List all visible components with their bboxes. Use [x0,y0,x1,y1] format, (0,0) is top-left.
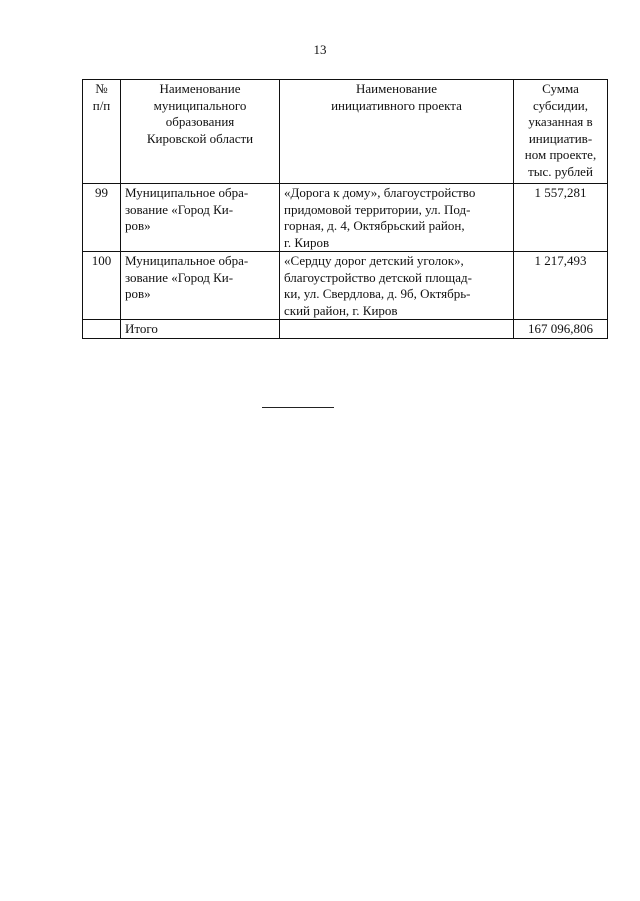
page-number: 13 [313,42,327,57]
row-number: 99 [83,184,121,252]
header-project: Наименование инициативного проекта [280,80,514,184]
row-municipality: Муниципальное обра- зование «Город Ки- ров» [121,252,280,320]
subsidy-table [82,79,608,339]
table-row [83,184,608,252]
row-project: «Сердцу дорог детский уголок», благоустройство детской площад- ки, ул. Свердлова, д. 9б, Октябрь- ский район, г. Киров [280,252,514,320]
header-municipality: Наименование муниципального образования Кировской области [121,80,280,184]
header-number: № п/п [83,80,121,184]
total-number-cell [83,320,121,339]
table-total-row [83,320,608,339]
row-amount: 1 557,281 [514,184,608,252]
end-of-document-rule [262,407,334,408]
row-number: 100 [83,252,121,320]
total-amount: 167 096,806 [514,320,608,339]
table-row [83,252,608,320]
row-municipality: Муниципальное обра- зование «Город Ки- ров» [121,184,280,252]
row-amount: 1 217,493 [514,252,608,320]
table-header-row [83,80,608,184]
total-label: Итого [121,320,280,339]
header-amount: Сумма субсидии, указанная в инициатив- ном проекте, тыс. рублей [514,80,608,184]
total-project-cell [280,320,514,339]
row-project: «Дорога к дому», благоустройство придомовой территории, ул. Под- горная, д. 4, Октябрьский район, г. Киров [280,184,514,252]
